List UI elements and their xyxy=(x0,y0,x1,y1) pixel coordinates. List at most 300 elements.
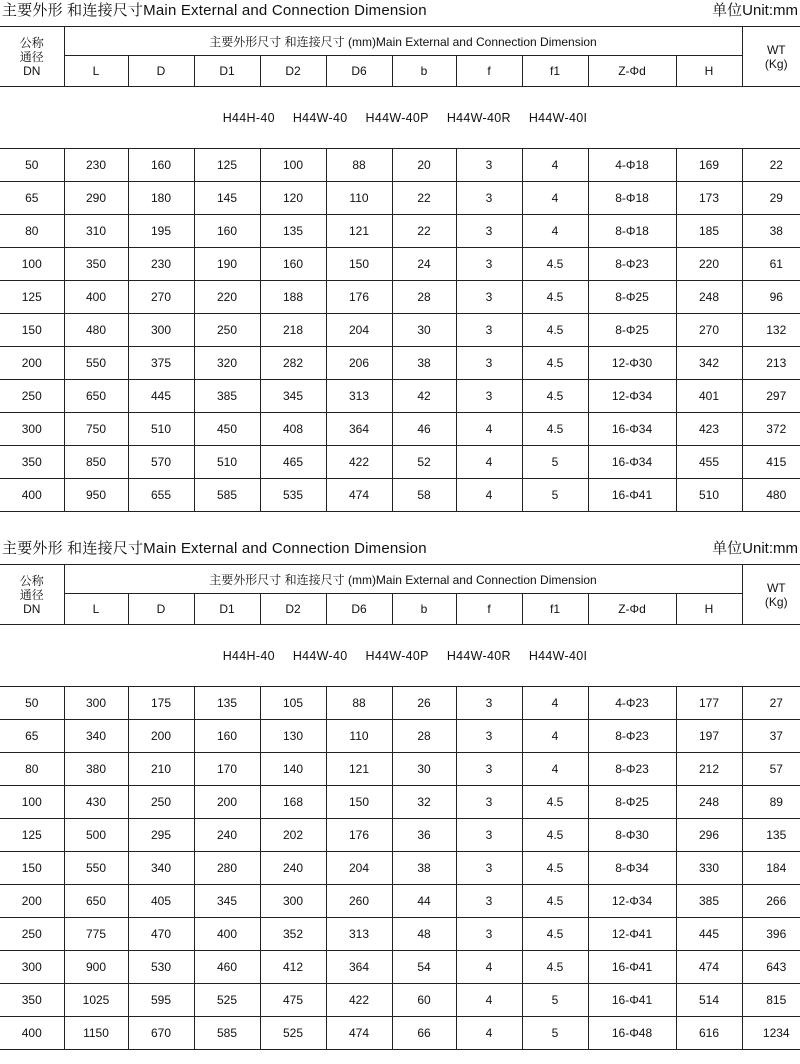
table-cell: 160 xyxy=(194,215,260,248)
header-row xyxy=(0,27,800,56)
table-cell: 4 xyxy=(456,1017,522,1050)
table-cell: 16-Φ41 xyxy=(588,984,676,1017)
table-cell: 110 xyxy=(326,720,392,753)
table-cell: 60 xyxy=(392,984,456,1017)
table-cell: 121 xyxy=(326,753,392,786)
table-cell: 300 xyxy=(260,885,326,918)
table-cell: 8-Φ30 xyxy=(588,819,676,852)
table-cell: 4 xyxy=(456,951,522,984)
column-header: Z-Φd xyxy=(588,594,676,625)
table-cell: 950 xyxy=(64,479,128,512)
table-cell: 4.5 xyxy=(522,281,588,314)
table-cell: 445 xyxy=(676,918,742,951)
table-cell: 125 xyxy=(0,819,64,852)
table-cell: 12-Φ34 xyxy=(588,380,676,413)
table-cell: 250 xyxy=(128,786,194,819)
table-cell: 775 xyxy=(64,918,128,951)
table-cell: 121 xyxy=(326,215,392,248)
table-cell: 4-Φ18 xyxy=(588,149,676,182)
table-cell: 5 xyxy=(522,984,588,1017)
table-cell: 38 xyxy=(392,852,456,885)
table-row xyxy=(0,951,800,984)
table-cell: 150 xyxy=(326,248,392,281)
main-header-cell: 主要外形尺寸 和连接尺寸 (mm)Main External and Connection Dimension xyxy=(64,27,742,56)
dimension-section-1 xyxy=(0,0,800,512)
table-cell: 460 xyxy=(194,951,260,984)
table-cell: 282 xyxy=(260,347,326,380)
table-cell: 4 xyxy=(456,413,522,446)
table-cell: 218 xyxy=(260,314,326,347)
table-cell: 204 xyxy=(326,852,392,885)
column-header-row xyxy=(0,56,800,87)
table-cell: 16-Φ48 xyxy=(588,1017,676,1050)
table-row xyxy=(0,918,800,951)
table-cell: 8-Φ23 xyxy=(588,720,676,753)
table-cell: 180 xyxy=(128,182,194,215)
table-cell: 8-Φ18 xyxy=(588,182,676,215)
table-cell: 24 xyxy=(392,248,456,281)
table-cell: 313 xyxy=(326,380,392,413)
table-cell: 3 xyxy=(456,786,522,819)
dn-header-text: 通径 xyxy=(19,49,44,64)
table-cell: 465 xyxy=(260,446,326,479)
table-cell: 173 xyxy=(676,182,742,215)
table-cell: 170 xyxy=(194,753,260,786)
unit-label: 单位Unit:mm xyxy=(712,540,798,557)
table-cell: 44 xyxy=(392,885,456,918)
table-cell: 32 xyxy=(392,786,456,819)
table-cell: 750 xyxy=(64,413,128,446)
table-row xyxy=(0,479,800,512)
table-cell: 1025 xyxy=(64,984,128,1017)
table-cell: 168 xyxy=(260,786,326,819)
table-cell: 135 xyxy=(194,687,260,720)
table-cell: 350 xyxy=(0,984,64,1017)
table-cell: 4 xyxy=(522,182,588,215)
table-cell: 4 xyxy=(522,753,588,786)
table-cell: 26 xyxy=(392,687,456,720)
table-cell: 850 xyxy=(64,446,128,479)
table-cell: 3 xyxy=(456,248,522,281)
table-cell: 480 xyxy=(64,314,128,347)
wt-unit-text: (Kg) xyxy=(764,56,788,71)
column-header: D6 xyxy=(326,594,392,625)
table-cell: 197 xyxy=(676,720,742,753)
column-header: D1 xyxy=(194,56,260,87)
table-cell: 500 xyxy=(64,819,128,852)
table-cell: 28 xyxy=(392,281,456,314)
table-cell: 643 xyxy=(742,951,800,984)
table-cell: 190 xyxy=(194,248,260,281)
table-cell: 401 xyxy=(676,380,742,413)
unit-label: 单位Unit:mm xyxy=(712,2,798,19)
table-cell: 96 xyxy=(742,281,800,314)
table-cell: 110 xyxy=(326,182,392,215)
table-cell: 350 xyxy=(64,248,128,281)
table-row xyxy=(0,347,800,380)
column-header: D6 xyxy=(326,56,392,87)
table-cell: 3 xyxy=(456,852,522,885)
table-cell: 160 xyxy=(260,248,326,281)
column-header: D xyxy=(128,56,194,87)
table-cell: 510 xyxy=(676,479,742,512)
model-code: H44H-40 xyxy=(222,648,275,663)
column-header: b xyxy=(392,56,456,87)
table-cell: 8-Φ25 xyxy=(588,281,676,314)
table-cell: 248 xyxy=(676,786,742,819)
model-code: H44W-40I xyxy=(528,110,588,125)
table-cell: 100 xyxy=(0,248,64,281)
table-cell: 408 xyxy=(260,413,326,446)
table-cell: 290 xyxy=(64,182,128,215)
wt-header-cell xyxy=(742,565,800,625)
table-cell: 89 xyxy=(742,786,800,819)
table-cell: 100 xyxy=(260,149,326,182)
dn-header-cell xyxy=(0,565,64,625)
column-header: D xyxy=(128,594,194,625)
table-cell: 405 xyxy=(128,885,194,918)
table-cell: 4 xyxy=(522,215,588,248)
table-cell: 125 xyxy=(194,149,260,182)
dn-header-cell xyxy=(0,27,64,87)
table-row xyxy=(0,380,800,413)
table-cell: 4.5 xyxy=(522,852,588,885)
table-row xyxy=(0,819,800,852)
table-cell: 125 xyxy=(0,281,64,314)
dn-header-text: DN xyxy=(23,63,41,78)
table-row xyxy=(0,720,800,753)
table-cell: 220 xyxy=(676,248,742,281)
table-cell: 4 xyxy=(522,720,588,753)
table-cell: 3 xyxy=(456,215,522,248)
table-cell: 3 xyxy=(456,380,522,413)
table-cell: 900 xyxy=(64,951,128,984)
table-cell: 210 xyxy=(128,753,194,786)
table-cell: 150 xyxy=(326,786,392,819)
table-cell: 130 xyxy=(260,720,326,753)
table-cell: 300 xyxy=(0,413,64,446)
table-cell: 320 xyxy=(194,347,260,380)
table-cell: 400 xyxy=(194,918,260,951)
table-cell: 28 xyxy=(392,720,456,753)
table-cell: 8-Φ23 xyxy=(588,753,676,786)
table-cell: 50 xyxy=(0,687,64,720)
table-row xyxy=(0,885,800,918)
dn-header-text: 通径 xyxy=(19,587,44,602)
table-cell: 4.5 xyxy=(522,314,588,347)
column-header: f xyxy=(456,594,522,625)
table-cell: 380 xyxy=(64,753,128,786)
table-cell: 65 xyxy=(0,182,64,215)
table-cell: 266 xyxy=(742,885,800,918)
table-cell: 57 xyxy=(742,753,800,786)
table-cell: 474 xyxy=(326,479,392,512)
table-cell: 58 xyxy=(392,479,456,512)
table-cell: 38 xyxy=(392,347,456,380)
table-cell: 3 xyxy=(456,182,522,215)
table-cell: 12-Φ34 xyxy=(588,885,676,918)
table-cell: 176 xyxy=(326,819,392,852)
table-cell: 213 xyxy=(742,347,800,380)
table-cell: 30 xyxy=(392,753,456,786)
table-cell: 80 xyxy=(0,215,64,248)
table-cell: 400 xyxy=(0,1017,64,1050)
table-cell: 88 xyxy=(326,687,392,720)
column-header: b xyxy=(392,594,456,625)
table-cell: 4.5 xyxy=(522,347,588,380)
table-cell: 550 xyxy=(64,852,128,885)
table-cell: 212 xyxy=(676,753,742,786)
table-cell: 12-Φ30 xyxy=(588,347,676,380)
table-cell: 176 xyxy=(326,281,392,314)
table-cell: 202 xyxy=(260,819,326,852)
table-cell: 22 xyxy=(742,149,800,182)
table-cell: 3 xyxy=(456,314,522,347)
table-cell: 450 xyxy=(194,413,260,446)
table-cell: 595 xyxy=(128,984,194,1017)
table-cell: 375 xyxy=(128,347,194,380)
table-cell: 66 xyxy=(392,1017,456,1050)
table-cell: 54 xyxy=(392,951,456,984)
model-code: H44W-40P xyxy=(365,648,429,663)
table-cell: 150 xyxy=(0,314,64,347)
table-cell: 36 xyxy=(392,819,456,852)
table-cell: 3 xyxy=(456,149,522,182)
table-cell: 364 xyxy=(326,951,392,984)
table-cell: 455 xyxy=(676,446,742,479)
table-cell: 188 xyxy=(260,281,326,314)
table-row xyxy=(0,281,800,314)
table-cell: 422 xyxy=(326,446,392,479)
table-cell: 48 xyxy=(392,918,456,951)
table-cell: 61 xyxy=(742,248,800,281)
table-cell: 474 xyxy=(676,951,742,984)
table-cell: 37 xyxy=(742,720,800,753)
table-cell: 4-Φ23 xyxy=(588,687,676,720)
table-row xyxy=(0,215,800,248)
table-cell: 3 xyxy=(456,819,522,852)
table-row xyxy=(0,786,800,819)
table-cell: 655 xyxy=(128,479,194,512)
table-cell: 250 xyxy=(0,380,64,413)
table-row xyxy=(0,1017,800,1050)
section-title: 主要外形 和连接尺寸Main External and Connection Dimension xyxy=(2,2,427,19)
table-cell: 670 xyxy=(128,1017,194,1050)
column-header: D1 xyxy=(194,594,260,625)
table-cell: 200 xyxy=(128,720,194,753)
dn-header-text: 公称 xyxy=(19,573,44,588)
column-header: D2 xyxy=(260,594,326,625)
table-cell: 204 xyxy=(326,314,392,347)
table-cell: 4 xyxy=(522,687,588,720)
section-title: 主要外形 和连接尺寸Main External and Connection Dimension xyxy=(2,540,427,557)
table-cell: 815 xyxy=(742,984,800,1017)
table-row xyxy=(0,446,800,479)
table-cell: 230 xyxy=(128,248,194,281)
table-cell: 445 xyxy=(128,380,194,413)
dimension-table xyxy=(0,26,800,512)
table-cell: 120 xyxy=(260,182,326,215)
table-cell: 230 xyxy=(64,149,128,182)
table-cell: 16-Φ34 xyxy=(588,413,676,446)
table-cell: 135 xyxy=(260,215,326,248)
wt-header-text: WT xyxy=(766,580,786,595)
table-cell: 16-Φ34 xyxy=(588,446,676,479)
table-cell: 3 xyxy=(456,885,522,918)
table-cell: 260 xyxy=(326,885,392,918)
table-cell: 8-Φ23 xyxy=(588,248,676,281)
table-cell: 297 xyxy=(742,380,800,413)
table-cell: 3 xyxy=(456,347,522,380)
section-title-row xyxy=(0,538,800,564)
table-cell: 400 xyxy=(64,281,128,314)
table-cell: 140 xyxy=(260,753,326,786)
table-cell: 530 xyxy=(128,951,194,984)
model-code: H44W-40I xyxy=(528,648,588,663)
column-header: Z-Φd xyxy=(588,56,676,87)
table-cell: 3 xyxy=(456,687,522,720)
model-code: H44W-40P xyxy=(365,110,429,125)
table-cell: 300 xyxy=(0,951,64,984)
table-cell: 42 xyxy=(392,380,456,413)
table-cell: 570 xyxy=(128,446,194,479)
column-header: f xyxy=(456,56,522,87)
table-row xyxy=(0,149,800,182)
table-cell: 4 xyxy=(456,984,522,1017)
table-cell: 8-Φ18 xyxy=(588,215,676,248)
table-cell: 200 xyxy=(194,786,260,819)
table-cell: 80 xyxy=(0,753,64,786)
table-cell: 200 xyxy=(0,347,64,380)
table-cell: 145 xyxy=(194,182,260,215)
model-row xyxy=(0,625,800,687)
table-cell: 480 xyxy=(742,479,800,512)
table-cell: 412 xyxy=(260,951,326,984)
model-code: H44W-40R xyxy=(446,648,511,663)
table-cell: 3 xyxy=(456,720,522,753)
table-cell: 423 xyxy=(676,413,742,446)
table-cell: 184 xyxy=(742,852,800,885)
table-cell: 616 xyxy=(676,1017,742,1050)
table-row xyxy=(0,182,800,215)
table-cell: 150 xyxy=(0,852,64,885)
table-cell: 195 xyxy=(128,215,194,248)
dn-header-text: 公称 xyxy=(19,35,44,50)
table-cell: 5 xyxy=(522,446,588,479)
table-cell: 105 xyxy=(260,687,326,720)
table-row xyxy=(0,248,800,281)
table-cell: 46 xyxy=(392,413,456,446)
table-cell: 16-Φ41 xyxy=(588,951,676,984)
table-cell: 650 xyxy=(64,885,128,918)
column-header: H xyxy=(676,594,742,625)
table-cell: 30 xyxy=(392,314,456,347)
table-cell: 396 xyxy=(742,918,800,951)
table-cell: 313 xyxy=(326,918,392,951)
table-cell: 248 xyxy=(676,281,742,314)
column-header: L xyxy=(64,594,128,625)
table-cell: 340 xyxy=(128,852,194,885)
table-cell: 340 xyxy=(64,720,128,753)
table-cell: 240 xyxy=(194,819,260,852)
table-cell: 415 xyxy=(742,446,800,479)
table-cell: 330 xyxy=(676,852,742,885)
table-cell: 132 xyxy=(742,314,800,347)
table-cell: 200 xyxy=(0,885,64,918)
table-cell: 585 xyxy=(194,1017,260,1050)
section-title-row xyxy=(0,0,800,26)
table-cell: 160 xyxy=(194,720,260,753)
table-cell: 3 xyxy=(456,918,522,951)
table-cell: 352 xyxy=(260,918,326,951)
table-cell: 4.5 xyxy=(522,819,588,852)
table-cell: 296 xyxy=(676,819,742,852)
table-cell: 4.5 xyxy=(522,885,588,918)
table-cell: 169 xyxy=(676,149,742,182)
table-cell: 3 xyxy=(456,281,522,314)
header-row xyxy=(0,565,800,594)
model-list-cell xyxy=(0,625,800,687)
column-header-row xyxy=(0,594,800,625)
table-cell: 300 xyxy=(64,687,128,720)
table-cell: 525 xyxy=(260,1017,326,1050)
table-cell: 385 xyxy=(676,885,742,918)
table-cell: 100 xyxy=(0,786,64,819)
table-cell: 350 xyxy=(0,446,64,479)
table-cell: 430 xyxy=(64,786,128,819)
table-cell: 385 xyxy=(194,380,260,413)
table-cell: 12-Φ41 xyxy=(588,918,676,951)
table-cell: 50 xyxy=(0,149,64,182)
table-cell: 220 xyxy=(194,281,260,314)
table-cell: 20 xyxy=(392,149,456,182)
table-cell: 240 xyxy=(260,852,326,885)
table-cell: 185 xyxy=(676,215,742,248)
table-cell: 4.5 xyxy=(522,248,588,281)
table-cell: 372 xyxy=(742,413,800,446)
main-header-cell: 主要外形尺寸 和连接尺寸 (mm)Main External and Connection Dimension xyxy=(64,565,742,594)
model-code: H44W-40R xyxy=(446,110,511,125)
table-cell: 650 xyxy=(64,380,128,413)
table-cell: 250 xyxy=(194,314,260,347)
table-cell: 22 xyxy=(392,215,456,248)
table-cell: 8-Φ34 xyxy=(588,852,676,885)
table-cell: 510 xyxy=(194,446,260,479)
dimension-table xyxy=(0,564,800,1050)
wt-header-cell xyxy=(742,27,800,87)
table-cell: 4.5 xyxy=(522,413,588,446)
column-header: H xyxy=(676,56,742,87)
wt-unit-text: (Kg) xyxy=(764,594,788,609)
table-cell: 295 xyxy=(128,819,194,852)
table-cell: 400 xyxy=(0,479,64,512)
column-header: L xyxy=(64,56,128,87)
table-cell: 510 xyxy=(128,413,194,446)
table-cell: 422 xyxy=(326,984,392,1017)
table-cell: 270 xyxy=(676,314,742,347)
table-cell: 8-Φ25 xyxy=(588,314,676,347)
table-cell: 135 xyxy=(742,819,800,852)
table-cell: 280 xyxy=(194,852,260,885)
table-row xyxy=(0,687,800,720)
model-code: H44W-40 xyxy=(292,110,348,125)
table-cell: 535 xyxy=(260,479,326,512)
table-cell: 345 xyxy=(194,885,260,918)
table-cell: 16-Φ41 xyxy=(588,479,676,512)
table-cell: 4 xyxy=(456,446,522,479)
table-cell: 475 xyxy=(260,984,326,1017)
model-code: H44W-40 xyxy=(292,648,348,663)
